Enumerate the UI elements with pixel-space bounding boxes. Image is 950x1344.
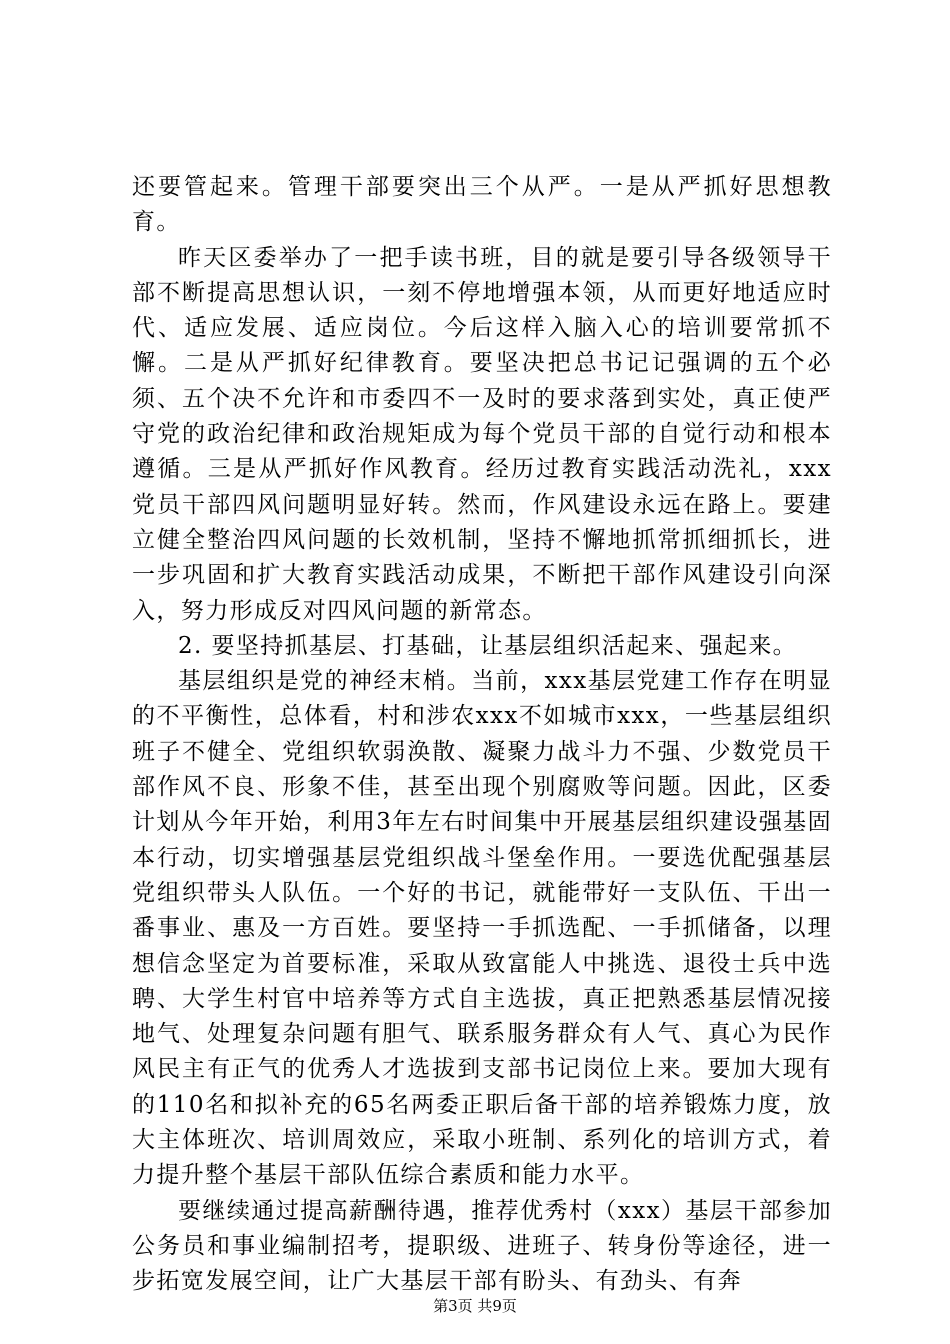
paragraph-continuation: 还要管起来。管理干部要突出三个从严。一是从严抓好思想教育。 xyxy=(132,174,832,236)
paragraph: 昨天区委举办了一把手读书班，目的就是要引导各级领导干部不断提高思想认识，一刻不停地增强本领，从而更好地适应时代、适应发展、适应岗位。今后这样入脑入心的培训要常抓不懈。二是从严抓好纪律教育。要坚决把总书记记强调的五个必须、五个决不允许和市委四不一及时的要求落到实处，真正使严守党的政治纪律和政治规矩成为每个党员干部的自觉行动和根本遵循。三是从严抓好作风教育。经历过教育实践活动洗礼，xxx党员干部四风问题明显好转。然而，作风建设永远在路上。要建立健全整治四风问题的长效机制，坚持不懈地抓常抓细抓长，进一步巩固和扩大教育实践活动成果，不断把干部作风建设引向深入，努力形成反对四风问题的新常态。 xyxy=(132,244,832,624)
page-number-footer: 第3页 共9页 xyxy=(433,1297,517,1315)
body-text xyxy=(132,170,832,1300)
section-heading: 2. 要坚持抓基层、打基础，让基层组织活起来、强起来。 xyxy=(178,632,798,659)
paragraph: 要继续通过提高薪酬待遇，推荐优秀村（xxx）基层干部参加公务员和事业编制招考，提职级、进班子、转身份等途径，进一步拓宽发展空间，让广大基层干部有盼头、有劲头、有奔 xyxy=(132,1197,832,1295)
paragraph: 基层组织是党的神经末梢。当前，xxx基层党建工作存在明显的不平衡性，总体看，村和涉农xxx不如城市xxx，一些基层组织班子不健全、党组织软弱涣散、凝聚力战斗力不强、少数党员干部作风不良、形象不佳，甚至出现个别腐败等问题。因此，区委计划从今年开始，利用3年左右时间集中开展基层组织建设强基固本行动，切实增强基层党组织战斗堡垒作用。一要选优配强基层党组织带头人队伍。一个好的书记，就能带好一支队伍、干出一番事业、惠及一方百姓。要坚持一手抓选配、一手抓储备，以理想信念坚定为首要标准，采取从致富能人中挑选、退役士兵中选聘、大学生村官中培养等方式自主选拔，真正把熟悉基层情况接地气、处理复杂问题有胆气、联系服务群众有人气、真心为民作风民主有正气的优秀人才选拔到支部书记岗位上来。要加大现有的110名和拟补充的65名两委正职后备干部的培养锻炼力度，放大主体班次、培训周效应，采取小班制、系列化的培训方式，着力提升整个基层干部队伍综合素质和能力水平。 xyxy=(132,668,832,1189)
